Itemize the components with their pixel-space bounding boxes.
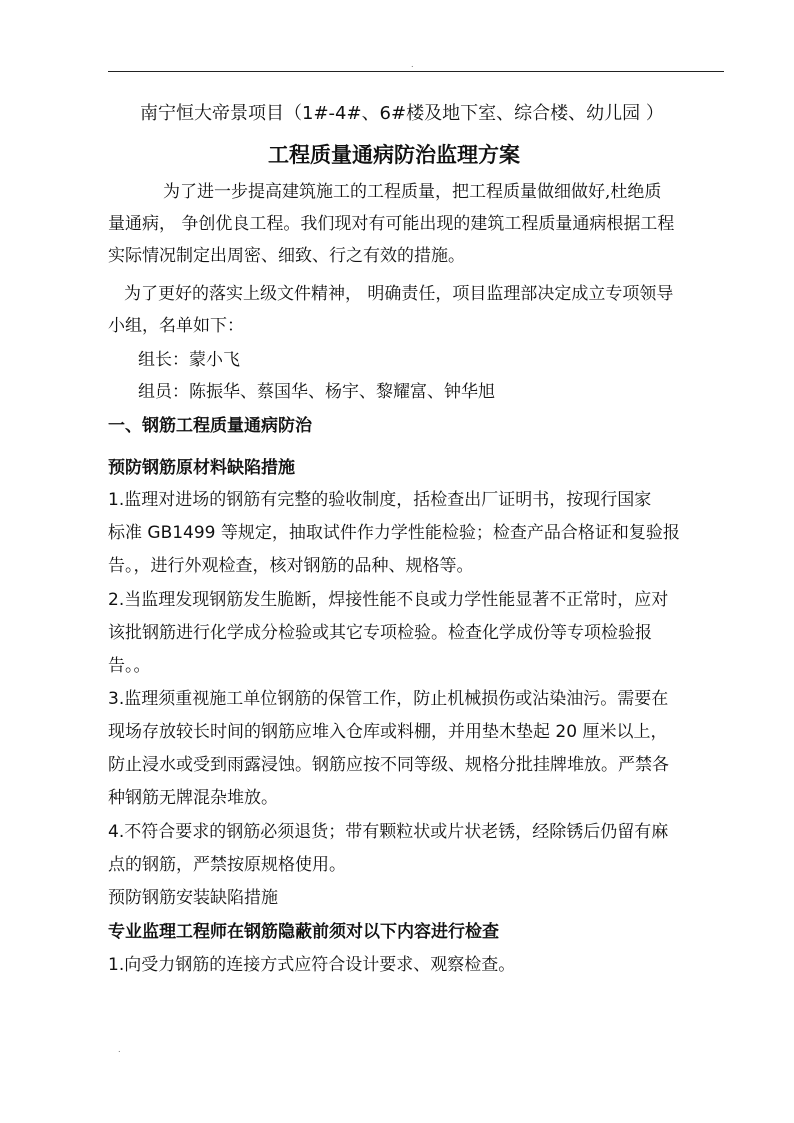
leadership-line-1: 为了更好的落实上级文件精神， 明确责任，项目监理部决定成立专项领导 — [124, 284, 674, 304]
subsection-heading-installation: 预防钢筋安装缺陷措施 — [108, 888, 278, 908]
group-leader: 组长：蒙小飞 — [138, 350, 240, 370]
item-2-line-3: 告。。 — [108, 656, 151, 676]
leadership-line-2: 小组，名单如下： — [108, 316, 244, 336]
group-members: 组员：陈振华、蔡国华、杨宇、黎耀富、钟华旭 — [138, 382, 495, 402]
intro-line-1: 为了进一步提高建筑施工的工程质量，把工程质量做细做好,杜绝质 — [163, 182, 662, 202]
item-2-line-2: 该批钢筋进行化学成分检验或其它专项检验。检查化学成份等专项检验报 — [108, 623, 652, 643]
project-name: 南宁恒大帝景项目（1#-4#、6#楼及地下室、综合楼、幼儿园 ） — [140, 103, 664, 124]
item-3-line-1: 3.监理须重视施工单位钢筋的保管工作，防止机械损伤或沾染油污。需要在 — [108, 689, 669, 709]
item-1-line-1: 1.监理对进场的钢筋有完整的验收制度，括检查出厂证明书，按现行国家 — [108, 490, 652, 510]
item-4-line-2: 点的钢筋，严禁按原规格使用。 — [108, 855, 346, 875]
item-4-line-1: 4.不符合要求的钢筋必须退货；带有颗粒状或片状老锈，经除锈后仍留有麻 — [108, 822, 669, 842]
item-2-line-1: 2.当监理发现钢筋发生脆断，焊接性能不良或力学性能显著不正常时，应对 — [108, 590, 669, 610]
subsection-heading-material: 预防钢筋原材料缺陷措施 — [108, 458, 295, 478]
intro-line-3: 实际情况制定出周密、细致、行之有效的措施。 — [108, 246, 465, 266]
header-mark: . — [411, 60, 414, 69]
section-heading-rebar: 一、钢筋工程质量通病防治 — [108, 416, 312, 436]
item-1-line-2: 标准 GB1499 等规定，抽取试件作力学性能检验；检查产品合格证和复验报 — [108, 523, 680, 543]
item-3-line-3: 防止浸水或受到雨露浸蚀。钢筋应按不同等级、规格分批挂牌堆放。严禁各 — [108, 755, 669, 775]
inspection-heading: 专业监理工程师在钢筋隐蔽前须对以下内容进行检查 — [108, 922, 499, 942]
document-title: 工程质量通病防治监理方案 — [268, 142, 520, 167]
item-3-line-2: 现场存放较长时间的钢筋应堆入仓库或料棚，并用垫木垫起 20 厘米以上， — [108, 722, 668, 742]
check-item-1: 1.向受力钢筋的连接方式应符合设计要求、观察检查。 — [108, 955, 516, 975]
intro-line-2: 量通病， 争创优良工程。我们现对有可能出现的建筑工程质量通病根据工程 — [108, 214, 675, 234]
item-1-line-3: 告。，进行外观检查，核对钢筋的品种、规格等。 — [108, 556, 474, 576]
footer-mark: . — [118, 1045, 121, 1054]
header-rule — [108, 71, 724, 72]
item-3-line-4: 种钢筋无牌混杂堆放。 — [108, 788, 278, 808]
